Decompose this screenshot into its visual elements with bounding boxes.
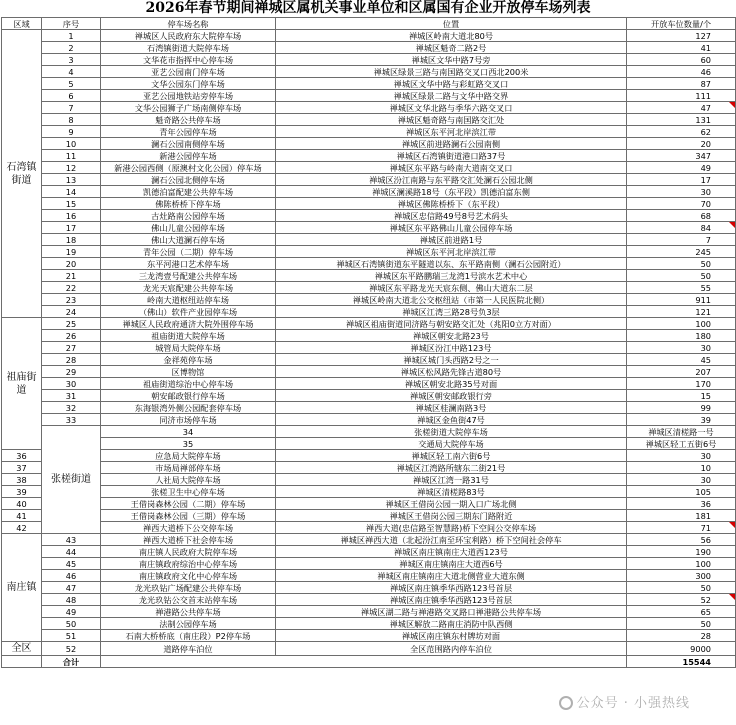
district-cell: 祖庙街道 <box>2 318 42 450</box>
parking-name: 禅西大道桥下公交停车场 <box>101 522 276 534</box>
parking-count: 47 <box>627 102 736 114</box>
table-row <box>2 618 736 630</box>
parking-count: 36 <box>627 498 736 510</box>
table-row <box>2 162 736 174</box>
row-number: 28 <box>42 354 101 366</box>
row-number: 15 <box>42 198 101 210</box>
parking-name: 法制公园停车场 <box>101 618 276 630</box>
parking-count: 347 <box>627 150 736 162</box>
table-row <box>2 546 736 558</box>
district-cell: 张槎街道 <box>42 426 101 534</box>
parking-count: 52 <box>627 594 736 606</box>
parking-count: 911 <box>627 294 736 306</box>
row-number: 12 <box>42 162 101 174</box>
table-row <box>2 486 736 498</box>
parking-name: 区博物馆 <box>101 366 276 378</box>
parking-count: 50 <box>627 258 736 270</box>
table-row <box>2 294 736 306</box>
parking-location: 禅西大道(忠信路至智慧路)桥下空间公交停车场 <box>276 522 627 534</box>
parking-count: 45 <box>627 354 736 366</box>
parking-name: 新港公园西侧（原澳村文化公园）停车场 <box>101 162 276 174</box>
parking-count: 10 <box>627 462 736 474</box>
parking-location: 禅城区金鱼街47号 <box>276 414 627 426</box>
parking-location: 禅城区魁奇二路2号 <box>276 42 627 54</box>
table-row <box>2 150 736 162</box>
table-row <box>2 126 736 138</box>
parking-name: 岭南大道枢纽站停车场 <box>101 294 276 306</box>
district-cell: 全区 <box>2 642 42 656</box>
parking-name: 青年公园停车场 <box>101 126 276 138</box>
table-row <box>2 426 736 438</box>
parking-name: 人社局大院停车场 <box>101 474 276 486</box>
parking-count: 84 <box>627 222 736 234</box>
row-number: 32 <box>42 402 101 414</box>
row-number: 22 <box>42 282 101 294</box>
row-number: 18 <box>42 234 101 246</box>
parking-count: 245 <box>627 246 736 258</box>
parking-location: 全区范围路内停车泊位 <box>276 642 627 656</box>
table-row <box>2 318 736 330</box>
table-row <box>2 534 736 546</box>
table-row <box>2 474 736 486</box>
parking-count: 30 <box>627 186 736 198</box>
row-number: 21 <box>42 270 101 282</box>
parking-location: 禅城区清槎路一号 <box>627 426 736 438</box>
parking-location: 禅城区朝安北路35号对面 <box>276 378 627 390</box>
row-number: 1 <box>42 30 101 42</box>
table-row <box>2 438 736 450</box>
parking-count: 170 <box>627 378 736 390</box>
row-number: 35 <box>101 438 276 450</box>
row-number: 27 <box>42 342 101 354</box>
row-number: 40 <box>2 498 42 510</box>
row-number: 50 <box>42 618 101 630</box>
parking-name: 王借岗森林公园（三期）停车场 <box>101 510 276 522</box>
table-row <box>2 54 736 66</box>
table-row <box>2 102 736 114</box>
parking-location: 禅城区城门头西路2号之一 <box>276 354 627 366</box>
table-row <box>2 402 736 414</box>
parking-location: 禅城区轻工南六街6号 <box>276 450 627 462</box>
row-number: 16 <box>42 210 101 222</box>
table-row <box>2 378 736 390</box>
parking-location: 禅城区东平路与岭南大道南交叉口 <box>276 162 627 174</box>
parking-count: 30 <box>627 342 736 354</box>
header-count: 开放车位数量/个 <box>627 18 736 30</box>
parking-count: 70 <box>627 198 736 210</box>
parking-count: 41 <box>627 42 736 54</box>
table-row <box>2 582 736 594</box>
table-row <box>2 258 736 270</box>
table-row <box>2 414 736 426</box>
parking-count: 7 <box>627 234 736 246</box>
parking-count: 180 <box>627 330 736 342</box>
table-row <box>2 522 736 534</box>
parking-name: 青年公园（二期）停车场 <box>101 246 276 258</box>
parking-location: 禅城区禅西大道（北起汾江南至环宝利路）桥下空间社会停车 <box>276 534 627 546</box>
total-blank-cell <box>2 656 42 668</box>
parking-count: 99 <box>627 402 736 414</box>
parking-name: 城管局大院停车场 <box>101 342 276 354</box>
parking-name: 龙光天宸配建公共停车场 <box>101 282 276 294</box>
row-number: 23 <box>42 294 101 306</box>
parking-location: 禅城区江湾一路31号 <box>276 474 627 486</box>
row-number: 17 <box>42 222 101 234</box>
district-cell: 石湾镇街道 <box>2 30 42 318</box>
row-number: 46 <box>42 570 101 582</box>
row-number: 11 <box>42 150 101 162</box>
parking-count: 39 <box>627 414 736 426</box>
parking-count: 15 <box>627 390 736 402</box>
parking-name: 亚艺公园地铁站旁停车场 <box>101 90 276 102</box>
parking-count: 56 <box>627 534 736 546</box>
parking-count: 87 <box>627 78 736 90</box>
parking-count: 55 <box>627 282 736 294</box>
row-number: 14 <box>42 186 101 198</box>
parking-name: 文华公园东门停车场 <box>101 78 276 90</box>
row-number: 36 <box>2 450 42 462</box>
parking-count: 127 <box>627 30 736 42</box>
row-number: 31 <box>42 390 101 402</box>
parking-location: 禅城区岭南大道北公交枢纽站（市第一人民医院北侧） <box>276 294 627 306</box>
parking-location: 禅城区湖二路与禅港路交叉路口禅港路公共停车场 <box>276 606 627 618</box>
parking-name: 澜石公园北侧停车场 <box>101 174 276 186</box>
parking-name: 祖庙街道综治中心停车场 <box>101 378 276 390</box>
parking-location: 禅城区南庄镇南庄大道西6号 <box>276 558 627 570</box>
parking-count: 111 <box>627 90 736 102</box>
table-row <box>2 186 736 198</box>
table-row <box>2 198 736 210</box>
parking-count: 190 <box>627 546 736 558</box>
parking-count: 100 <box>627 318 736 330</box>
row-number: 8 <box>42 114 101 126</box>
parking-count: 300 <box>627 570 736 582</box>
row-number: 38 <box>2 474 42 486</box>
parking-name: 龙光玖钻广场配建公共停车场 <box>101 582 276 594</box>
table-row <box>2 42 736 54</box>
parking-count: 62 <box>627 126 736 138</box>
table-row <box>2 390 736 402</box>
row-number: 45 <box>42 558 101 570</box>
parking-name: 文华公园狮子广场南侧停车场 <box>101 102 276 114</box>
row-number: 34 <box>101 426 276 438</box>
row-number: 19 <box>42 246 101 258</box>
parking-location: 禅城区东平河北岸滨江带 <box>276 246 627 258</box>
parking-name: 石南大桥桥底（南庄段）P2停车场 <box>101 630 276 642</box>
parking-location: 禅城区石湾镇街道港口路37号 <box>276 150 627 162</box>
parking-name: 新港公园停车场 <box>101 150 276 162</box>
table-row <box>2 234 736 246</box>
table-row <box>2 630 736 642</box>
table-row <box>2 558 736 570</box>
parking-location: 禅城区南庄镇季华西路123号首层 <box>276 582 627 594</box>
parking-count: 121 <box>627 306 736 318</box>
row-number: 44 <box>42 546 101 558</box>
table-row <box>2 642 736 656</box>
parking-name: 凯德泊富配建公共停车场 <box>101 186 276 198</box>
parking-location: 禅城区朝安北路23号 <box>276 330 627 342</box>
parking-location: 禅城区南庄镇南庄大道西123号 <box>276 546 627 558</box>
row-number: 43 <box>42 534 101 546</box>
parking-name: 禅城区人民政府通济大院外围停车场 <box>101 318 276 330</box>
table-row <box>2 330 736 342</box>
parking-count: 50 <box>627 618 736 630</box>
table-row <box>2 138 736 150</box>
row-number: 4 <box>42 66 101 78</box>
header-district: 区域 <box>2 18 42 30</box>
table-row <box>2 114 736 126</box>
table-row <box>2 594 736 606</box>
row-number: 10 <box>42 138 101 150</box>
parking-name: 金祥苑停车场 <box>101 354 276 366</box>
parking-count: 207 <box>627 366 736 378</box>
parking-table <box>1 17 736 668</box>
parking-location: 禅城区岭南大道北80号 <box>276 30 627 42</box>
parking-name: 佛山儿童公园停车场 <box>101 222 276 234</box>
parking-location: 禅城区南庄镇南庄大道北侧营业大道东侧 <box>276 570 627 582</box>
table-row <box>2 282 736 294</box>
table-row <box>2 210 736 222</box>
row-number: 37 <box>2 462 42 474</box>
parking-count: 30 <box>627 450 736 462</box>
row-number: 41 <box>2 510 42 522</box>
table-row <box>2 498 736 510</box>
row-number: 49 <box>42 606 101 618</box>
parking-name: 祖庙街道大院停车场 <box>101 330 276 342</box>
row-number: 48 <box>42 594 101 606</box>
table-row <box>2 66 736 78</box>
parking-count: 28 <box>627 630 736 642</box>
parking-name: 文华花市指挥中心停车场 <box>101 54 276 66</box>
parking-location: 禅城区清槎路83号 <box>276 486 627 498</box>
parking-count: 100 <box>627 558 736 570</box>
row-number: 7 <box>42 102 101 114</box>
parking-name: 交通局大院停车场 <box>276 438 627 450</box>
parking-count: 17 <box>627 174 736 186</box>
parking-name: 东海银湾外侧公园配套停车场 <box>101 402 276 414</box>
row-number: 20 <box>42 258 101 270</box>
parking-location: 禅城区朝安邮政银行旁 <box>276 390 627 402</box>
parking-location: 禅城区文华北路与季华六路交叉口 <box>276 102 627 114</box>
parking-location: 禅城区王借岗公园一期入口广场北侧 <box>276 498 627 510</box>
table-row <box>2 30 736 42</box>
parking-location: 禅城区轻工五街6号 <box>627 438 736 450</box>
parking-name: 石湾镇街道大院停车场 <box>101 42 276 54</box>
parking-location: 禅城区南庄镇季华西路123号首层 <box>276 594 627 606</box>
parking-location: 禅城区魁奇路与南国路交汇处 <box>276 114 627 126</box>
parking-location: 禅城区江湾路所辖东二街21号 <box>276 462 627 474</box>
parking-location: 禅城区东平路佛山儿童公园停车场 <box>276 222 627 234</box>
table-row <box>2 78 736 90</box>
parking-location: 禅城区文华中路7号旁 <box>276 54 627 66</box>
parking-name: 禅港路公共停车场 <box>101 606 276 618</box>
parking-name: 东平河港口艺术停车场 <box>101 258 276 270</box>
parking-name: 佛陈桥桥下停车场 <box>101 198 276 210</box>
parking-location: 禅城区桂澜南路3号 <box>276 402 627 414</box>
parking-count: 71 <box>627 522 736 534</box>
row-number: 2 <box>42 42 101 54</box>
parking-location: 禅城区王借岗公园三期东门路附近 <box>276 510 627 522</box>
parking-name: 龙光玖钻公交首末站停车场 <box>101 594 276 606</box>
parking-location: 禅城区石湾镇街道东平隧道以东、东平路南侧（澜石公园附近） <box>276 258 627 270</box>
row-number: 5 <box>42 78 101 90</box>
parking-location: 禅城区南庄镇东村牌坊对面 <box>276 630 627 642</box>
header-location: 位置 <box>276 18 627 30</box>
parking-name: 南庄镇人民政府大院停车场 <box>101 546 276 558</box>
row-number: 29 <box>42 366 101 378</box>
row-number: 25 <box>42 318 101 330</box>
parking-count: 50 <box>627 582 736 594</box>
parking-name: 应急局大院停车场 <box>101 450 276 462</box>
parking-location: 禅城区忠信路49号8号艺术码头 <box>276 210 627 222</box>
wechat-icon <box>559 696 573 710</box>
table-row <box>2 570 736 582</box>
parking-location: 禅城区前进路澜石公园南侧 <box>276 138 627 150</box>
parking-name: 澜石公园南侧停车场 <box>101 138 276 150</box>
row-number: 33 <box>42 414 101 426</box>
table-row <box>2 342 736 354</box>
parking-name: 禅城区人民政府东大院停车场 <box>101 30 276 42</box>
header-row <box>2 18 736 30</box>
row-number: 47 <box>42 582 101 594</box>
row-number: 9 <box>42 126 101 138</box>
table-row <box>2 270 736 282</box>
row-number: 6 <box>42 90 101 102</box>
total-row <box>2 656 736 668</box>
table-row <box>2 354 736 366</box>
parking-name: 张槎街道大院停车场 <box>276 426 627 438</box>
table-row <box>2 366 736 378</box>
header-no: 序号 <box>42 18 101 30</box>
parking-count: 20 <box>627 138 736 150</box>
parking-count: 181 <box>627 510 736 522</box>
parking-count: 65 <box>627 606 736 618</box>
parking-count: 131 <box>627 114 736 126</box>
header-name: 停车场名称 <box>101 18 276 30</box>
parking-location: 禅城区祖庙街道同济路与朝安路交汇处（兆阳0立方对面） <box>276 318 627 330</box>
parking-name: 亚艺公园南门停车场 <box>101 66 276 78</box>
total-spacer <box>101 656 627 668</box>
parking-location: 禅城区绿景三路与南国路交叉口西北200米 <box>276 66 627 78</box>
page-title: 2026年春节期间禅城区属机关事业单位和区属国有企业开放停车场列表 <box>145 0 591 16</box>
parking-count: 46 <box>627 66 736 78</box>
row-number: 26 <box>42 330 101 342</box>
parking-location: 禅城区汾江中路123号 <box>276 342 627 354</box>
table-row <box>2 222 736 234</box>
row-number: 3 <box>42 54 101 66</box>
row-number: 51 <box>42 630 101 642</box>
parking-location: 禅城区松风路先锋古道80号 <box>276 366 627 378</box>
parking-location: 禅城区东平路鹏瑞三龙湾1号滨水艺术中心 <box>276 270 627 282</box>
total-count: 15544 <box>627 656 736 668</box>
row-number: 30 <box>42 378 101 390</box>
parking-count: 60 <box>627 54 736 66</box>
parking-name: 王借岗森林公园（二期）停车场 <box>101 498 276 510</box>
parking-location: 禅城区东平路龙光天宸东侧、佛山大道东二层 <box>276 282 627 294</box>
parking-location: 禅城区澜溪路18号（东平段）凯德泊富东侧 <box>276 186 627 198</box>
table-row <box>2 450 736 462</box>
parking-location: 禅城区江湾三路28号负3层 <box>276 306 627 318</box>
parking-location: 禅城区佛陈桥桥下（东平段） <box>276 198 627 210</box>
parking-name: 佛山大道澜石停车场 <box>101 234 276 246</box>
row-number: 39 <box>2 486 42 498</box>
parking-location: 禅城区文华中路与彩虹路交叉口 <box>276 78 627 90</box>
parking-count: 50 <box>627 270 736 282</box>
watermark <box>559 692 690 711</box>
parking-name: 张槎卫生中心停车场 <box>101 486 276 498</box>
parking-location: 禅城区汾江南路与东平路交汇处澜石公园北侧 <box>276 174 627 186</box>
parking-location: 禅城区绿景二路与文华中路交界 <box>276 90 627 102</box>
parking-count: 9000 <box>627 642 736 656</box>
parking-count: 30 <box>627 474 736 486</box>
table-row <box>2 90 736 102</box>
parking-name: 魁奇路公共停车场 <box>101 114 276 126</box>
parking-name: 禅西大道桥下社会停车场 <box>101 534 276 546</box>
watermark-text: 公众号 · 小强热线 <box>576 696 690 711</box>
row-number: 24 <box>42 306 101 318</box>
parking-name: 三龙湾壹号配建公共停车场 <box>101 270 276 282</box>
parking-location: 禅城区东平河北岸滨江带 <box>276 126 627 138</box>
table-row <box>2 246 736 258</box>
table-row <box>2 174 736 186</box>
parking-name: 古灶路南公园停车场 <box>101 210 276 222</box>
table-row <box>2 510 736 522</box>
parking-name: 道路停车泊位 <box>101 642 276 656</box>
table-row <box>2 462 736 474</box>
parking-count: 49 <box>627 162 736 174</box>
table-row <box>2 606 736 618</box>
parking-name: 南庄镇政府文化中心停车场 <box>101 570 276 582</box>
parking-name: 市场局禅部停车场 <box>101 462 276 474</box>
district-cell: 南庄镇 <box>2 534 42 642</box>
parking-count: 68 <box>627 210 736 222</box>
total-label: 合计 <box>42 656 101 668</box>
parking-location: 禅城区解放二路南庄消防中队西侧 <box>276 618 627 630</box>
table-row <box>2 306 736 318</box>
row-number: 42 <box>2 522 42 534</box>
parking-location: 禅城区前进路1号 <box>276 234 627 246</box>
parking-name: （佛山）软件产业园停车场 <box>101 306 276 318</box>
parking-count: 105 <box>627 486 736 498</box>
parking-name: 同济市场停车场 <box>101 414 276 426</box>
parking-name: 南庄镇政府综治中心停车场 <box>101 558 276 570</box>
row-number: 52 <box>42 642 101 656</box>
row-number: 13 <box>42 174 101 186</box>
table-body <box>2 30 736 668</box>
parking-name: 朝安邮政银行停车场 <box>101 390 276 402</box>
